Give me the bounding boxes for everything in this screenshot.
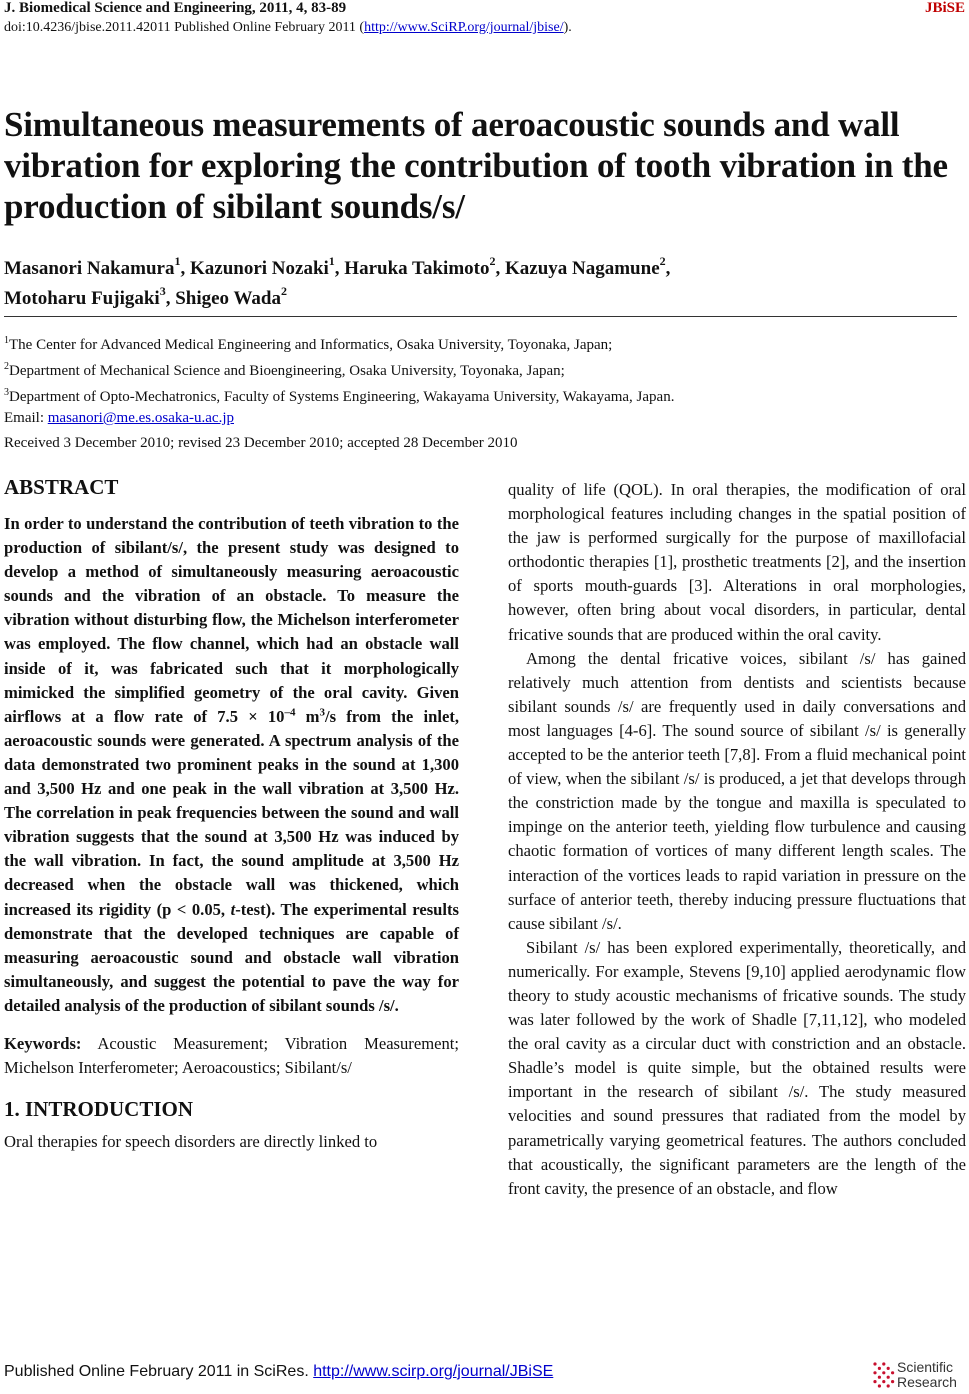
left-column — [4, 472, 459, 1154]
email-line: Email: masanori@me.es.osaka-u.ac.jp — [4, 410, 234, 426]
logo-dot — [878, 1384, 881, 1387]
logo-dot — [882, 1362, 885, 1365]
intro-paragraph: Sibilant /s/ has been explored experimentally, theoretically, and numerically. For example, Stevens [9,10] applied aerodynamic flow theory to study acoustic mechanisms of fricative sounds. The study was later followed by the work of Shadle [7,11,12], who modeled the oral cavity as a circular duct with constriction and an obstacle. Shadle’s model is quite simple, but the obtained results were important in the research of sibilant /s/. The study measured velocities and sound pressures that radiated from the model by parametrically varying geometrical features. The authors concluded that acoustically, the significant parameters are the length of the front cavity, the presence of an obstacle, and flow — [508, 937, 966, 1198]
affiliation: $^3$Department of Opto-Mechatronics, Faculty of Systems Engineering, Wakayama University, Wakayama, Japan. — [4, 387, 675, 405]
author-list — [4, 254, 959, 314]
logo-dot — [878, 1376, 881, 1379]
doi-suffix: ). — [563, 20, 572, 35]
logo-wordmark: Scientific Research — [897, 1359, 957, 1390]
right-column — [508, 478, 966, 1201]
page-footer: Published Online February 2011 in SciRes. http://www.scirp.org/journal/JBiSE — [4, 1363, 554, 1380]
logo-dot — [878, 1367, 881, 1370]
affiliation: $^2$Department of Mechanical Science and Bioengineering, Osaka University, Toyonaka, Japan; — [4, 361, 565, 379]
divider — [4, 316, 957, 317]
author: Masanori Nakamura$^1$, — [4, 253, 190, 279]
email-link[interactable]: masanori@me.es.osaka-u.ac.jp — [47, 410, 234, 426]
paper-title: Simultaneous measurements of aeroacoustic sounds and wall vibration for exploring the contribution of tooth vibration in the production of sibilant sounds/s/ — [4, 105, 948, 226]
abstract-heading: ABSTRACT — [4, 475, 119, 499]
footer-link[interactable]: http://www.scirp.org/journal/JBiSE — [313, 1363, 554, 1380]
logo-dot — [887, 1384, 890, 1387]
keywords-label: Keywords: — [4, 1033, 82, 1053]
intro-paragraph: quality of life (QOL). In oral therapies, the modification of oral morphological features including changes in the spatial position of the jaw is performed surgically for the purpose of maxillofacial orthodontic therapies [1], prosthetic treatments [2], and the insertion of sports mouth-guards [3]. Alterations in oral morphologies, however, often bring about vocal disorders, in particular, dental fricative sounds that are produced within the oral cavity. — [508, 480, 966, 644]
received-dates: Received 3 December 2010; revised 23 December 2010; accepted 28 December 2010 — [4, 435, 518, 451]
journal-citation: J. Biomedical Science and Engineering, 2011, 4, 83-89 — [4, 0, 347, 16]
logo-dot — [873, 1380, 876, 1383]
author: Haruka Takimoto$^2$, — [344, 253, 505, 279]
affiliation: $^1$The Center for Advanced Medical Engineering and Informatics, Osaka University, Toyonaka, Japan; — [4, 335, 613, 353]
author: Shigeo Wada$^2$ — [175, 283, 287, 309]
scirp-logo-icon — [873, 1362, 895, 1388]
logo-dot — [891, 1371, 894, 1374]
logo-dot — [882, 1380, 885, 1383]
affiliations — [4, 330, 959, 429]
logo-dot — [887, 1376, 890, 1379]
intro-paragraph: Among the dental fricative voices, sibilant /s/ has gained relatively much attention from dentists and scientists because sibilant sounds /s/ are frequently used in daily conversations and most languages [4-6]. The sound source of sibilant /s/ is generally accepted to be the anterior teeth [7,8]. From a fluid mechanical point of view, when the sibilant /s/ is produced, a jet that develops through the constriction made by the tongue and maxilla is speculated to impinge on the anterior teeth, yielding flow turbulence and causing chaotic formation of vortices of many different length scales. The interaction of the vortices leads to rapid variation in pressure on the surface of anterior teeth, thereby inducing pressure fluctuations that cause sibilant /s/. — [508, 648, 966, 933]
logo-dot — [873, 1371, 876, 1374]
intro-paragraph: Oral therapies for speech disorders are directly linked to — [4, 1131, 378, 1151]
abstract-text: In order to understand the contribution of teeth vibration to the production of sibilant/s/, the present study was designed to develop a method of simultaneously measuring aeroacoustic sounds and the vibration of an obstacle. To measure the vibration without disturbing flow, the Michelson interferometer was employed. The flow channel, which had an obstacle wall inside of it, was fabricated such that it morphologically mimicked the simplified geometry of the oral cavity. Given airflows at a flow rate of $7.5 \times 10^{-4}$ $m^3/s$ from the inlet, aeroacoustic sounds were generated. A spectrum analysis of the data demonstrated two prominent peaks in the sound at 1,300 and 3,500 Hz and one peak in the wall vibration at 3,500 Hz. The correlation in peak frequencies between the sound and wall vibration suggests that the sound at 3,500 Hz was induced by the wall vibration. In fact, the sound amplitude at 3,500 Hz decreased when the obstacle wall was thickened, which increased its rigidity (p < 0.05, t-test). The experimental results demonstrate that the developed techniques are capable of measuring aeroacoustic sound and obstacle wall vibration simultaneously, and suggest the potential to pave the way for detailed analysis of the production of sibilant sounds /s/. — [4, 514, 459, 1015]
keywords — [4, 1032, 459, 1080]
doi-text: doi:10.4236/jbise.2011.42011 Published Online February 2011 ( — [4, 20, 365, 35]
logo-dot — [882, 1371, 885, 1374]
logo-dot — [873, 1362, 876, 1365]
logo-dot — [891, 1380, 894, 1383]
author: Motoharu Fujigaki$^3$, — [4, 283, 176, 309]
keywords-text: Acoustic Measurement; Vibration Measurement; Michelson Interferometer; Aeroacoustics; Sibilant/s/ — [4, 1033, 459, 1077]
publisher-logo — [873, 1360, 965, 1392]
introduction-heading: 1. INTRODUCTION — [4, 1096, 194, 1121]
author: Kazunori Nozaki$^1$, — [189, 253, 345, 279]
journal-abbrev: JBiSE — [924, 0, 965, 16]
journal-link[interactable]: http://www.SciRP.org/journal/jbise/ — [364, 20, 564, 35]
doi-line — [4, 20, 572, 36]
author: Kazuya Nagamune$^2$, — [504, 253, 671, 279]
logo-dot — [887, 1367, 890, 1370]
